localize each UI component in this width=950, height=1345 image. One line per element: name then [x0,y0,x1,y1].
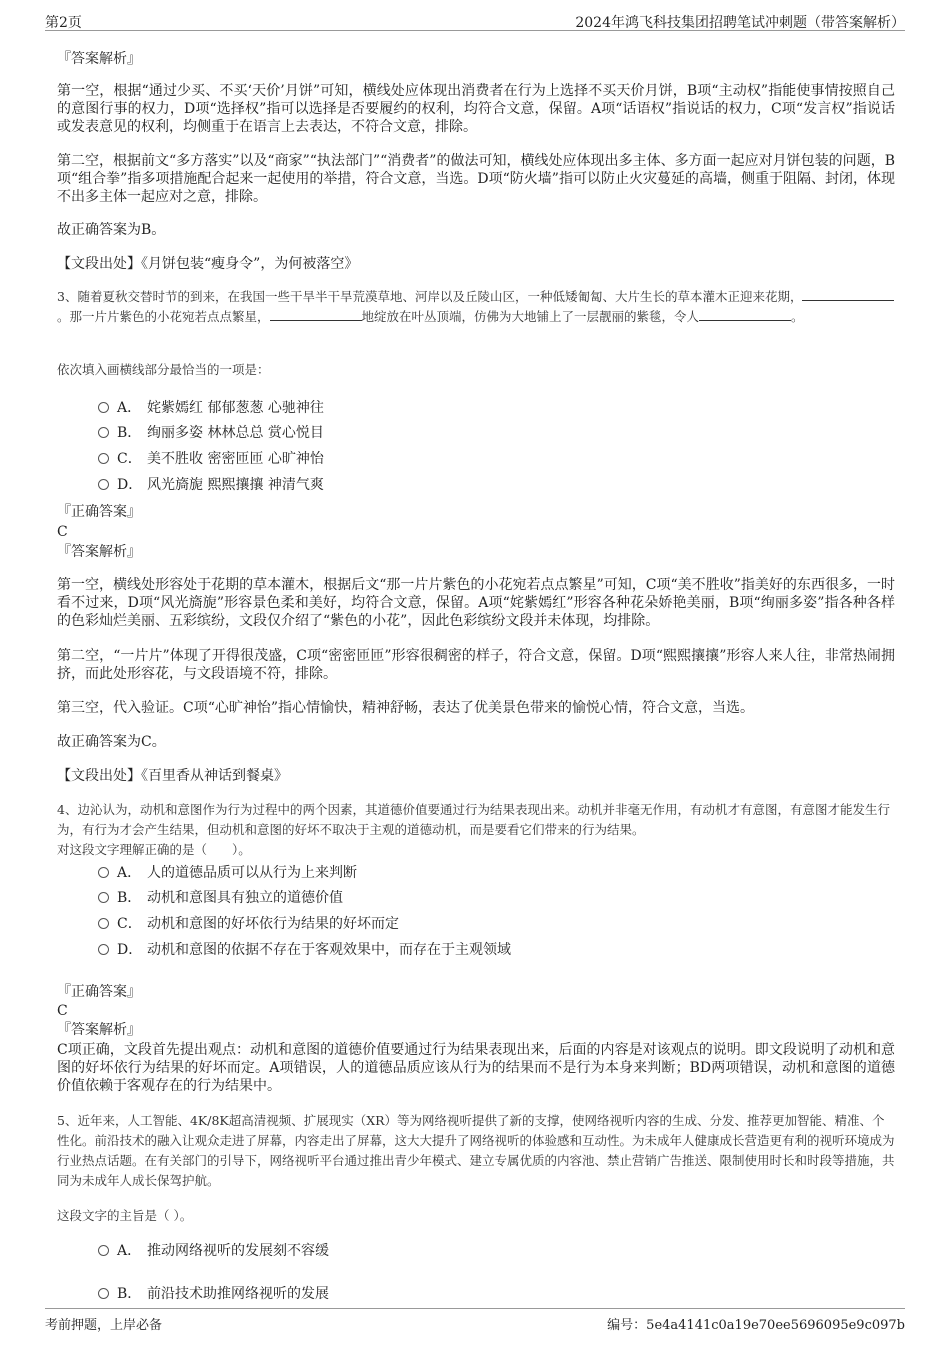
source-prefix: 【文段出处】 [57,768,141,784]
q3-stem-part: 。那一片片紫色的小花宛若点点繁星， [57,309,270,324]
q3-stem [57,287,895,327]
q3-option-d[interactable]: D． 风光旖旎 熙熙攘攘 神清气爽 [98,476,324,494]
q4-option-d[interactable]: D． 动机和意图的依据不存在于客观效果中，而存在于主观领域 [98,941,511,959]
radio-icon[interactable] [98,867,109,878]
q4-option-a[interactable]: A． 人的道德品质可以从行为上来判断 [98,864,357,882]
q2-source [57,255,895,273]
answer-label: 『正确答案』 [57,984,141,1000]
radio-icon[interactable] [98,1245,109,1256]
q4-option-b[interactable]: B． 动机和意图具有独立的道德价值 [98,889,343,907]
analysis-label: 『答案解析』 [57,51,141,67]
q3-stem-part: 地绽放在叶丛顶端，仿佛为大地铺上了一层靓丽的紫毯，令人 [361,309,700,324]
q4-option-c[interactable]: C． 动机和意图的好坏依行为结果的好坏而定 [98,915,399,933]
analysis-label: 『答案解析』 [57,1022,141,1038]
q3-prompt: 依次填入画横线部分最恰当的一项是： [57,362,270,377]
radio-icon[interactable] [98,892,109,903]
footer-slogan: 考前押题，上岸必备 [45,1318,163,1333]
radio-icon[interactable] [98,402,109,413]
radio-icon[interactable] [98,453,109,464]
q2-analysis-para2: 第二空，根据前文“多方落实”以及“商家”“执法部门”“消费者”的做法可知，横线处应体现出多主体、多方面一起应对月饼包装的问题，B项“组合拳”指多项措施配合起来一起使用的举措，符合文意，当选。D项“防火墙”指可以防止火灾蔓延的高墙，侧重于阻隔、封闭，体现不出多主体一起应对之意，排除。 [57,153,895,205]
page-header [45,10,905,31]
source-prefix: 【文段出处】 [57,256,141,272]
q2-conclusion: 故正确答案为B。 [57,222,166,238]
radio-icon[interactable] [98,427,109,438]
source-title: 《月饼包装“瘦身令”，为何被落空》 [141,256,359,272]
q3-analysis-para1: 第一空，横线处形容处于花期的草本灌木，根据后文“那一片片紫色的小花宛若点点繁星”可知，C项“美不胜收”指美好的东西很多，一时看不过来，D项“风光旖旎”形容景色柔和美好，均符合文意，保留。A项“姹紫嫣红”形容各种花朵娇艳美丽，B项“绚丽多姿”指各种各样的色彩灿烂美丽、五彩缤纷，文段仅介绍了“紫色的小花”，因此色彩缤纷文段并未体现，均排除。 [57,577,895,629]
q3-blank-2 [270,308,362,321]
q3-stem-part: 3、随着夏秋交替时节的到来，在我国一些干旱半干旱荒漠草地、河岸以及丘陵山区，一种低矮匍匐、大片生长的草本灌木正迎来花期， [57,289,803,304]
radio-icon[interactable] [98,918,109,929]
q3-conclusion: 故正确答案为C。 [57,734,166,750]
q5-option-b[interactable]: B． 前沿技术助推网络视听的发展 [98,1285,329,1303]
q3-stem-part: 。 [791,309,804,324]
q4-answer: C [57,1003,68,1019]
q3-blank-3 [699,308,791,321]
q3-analysis-para3: 第三空，代入验证。C项“心旷神怡”指心情愉快，精神舒畅，表达了优美景色带来的愉悦心情，符合文意，当选。 [57,700,755,716]
q5-stem: 5、近年来，人工智能、4K/8K超高清视频、扩展现实（XR）等为网络视听提供了新的支撑，使网络视听内容的生成、分发、推荐更加智能、精准、个性化。前沿技术的融入让观众走进了屏幕，内容走出了屏幕，这大大提升了网络视听的体验感和互动性。为未成年人健康成长营造更有利的视听环境成为行业热点话题。在有关部门的引导下，网络视听平台通过推出青少年模式、建立专属优质的内容池、禁止营销广告推送、限制使用时长和时段等措施，共同为未成年人成长保驾护航。 [57,1113,895,1188]
document-title: 2024年鸿飞科技集团招聘笔试冲刺题（带答案解析） [575,15,905,31]
q4-analysis: C项正确，文段首先提出观点：动机和意图的道德价值要通过行为结果表现出来，后面的内容是对该观点的说明。即文段说明了动机和意图的好坏依行为结果的好坏而定。A项错误，人的道德品质应该从行为的结果而不是行为本身来判断；BD两项错误，动机和意图的道德价值依赖于客观存在的行为结果中。 [57,1042,895,1094]
q3-option-a[interactable]: A． 姹紫嫣红 郁郁葱葱 心驰神往 [98,399,324,417]
source-title: 《百里香从神话到餐桌》 [141,768,288,784]
q3-blank-1 [802,288,894,301]
q2-analysis-para1: 第一空，根据“通过少买、不买‘天价’月饼”可知，横线处应体现出消费者在行为上选择不买天价月饼，B项“主动权”指能使事情按照自己的意图行事的权力，D项“选择权”指可以选择是否要履约的权利，均符合文意，保留。A项“话语权”指说话的权力，C项“发言权”指说话或发表意见的权利，均侧重于在语言上去表达，不符合文意，排除。 [57,83,895,135]
radio-icon[interactable] [98,944,109,955]
q3-option-b[interactable]: B． 绚丽多姿 林林总总 赏心悦目 [98,424,324,442]
analysis-label: 『答案解析』 [57,544,141,560]
document-id: 编号：5e4a4141c0a19e70ee5696095e9c097b [607,1318,905,1333]
page-number: 第2页 [45,15,82,31]
q3-source [57,767,895,785]
q3-option-c[interactable]: C． 美不胜收 密密匝匝 心旷神怡 [98,450,324,468]
q3-analysis-para2: 第二空，“一片片”体现了开得很茂盛，C项“密密匝匝”形容很稠密的样子，符合文意，保留。D项“熙熙攘攘”形容人来人往，非常热闹拥挤，而此处形容花，与文段语境不符，排除。 [57,648,895,682]
q5-prompt: 这段文字的主旨是（ ）。 [57,1208,193,1223]
q5-option-a[interactable]: A． 推动网络视听的发展刻不容缓 [98,1242,329,1260]
q3-answer: C [57,524,68,540]
radio-icon[interactable] [98,479,109,490]
answer-label: 『正确答案』 [57,504,141,520]
q4-stem: 4、边沁认为，动机和意图作为行为过程中的两个因素，其道德价值要通过行为结果表现出来。动机并非毫无作用，有动机才有意图，有意图才能发生行为，有行为才会产生结果，但动机和意图的好坏不取决于主观的道德动机，而是要看它们带来的行为结果。 [57,802,890,837]
radio-icon[interactable] [98,1288,109,1299]
page-footer [45,1308,905,1331]
q4-prompt: 对这段文字理解正确的是（ ）。 [57,842,251,857]
